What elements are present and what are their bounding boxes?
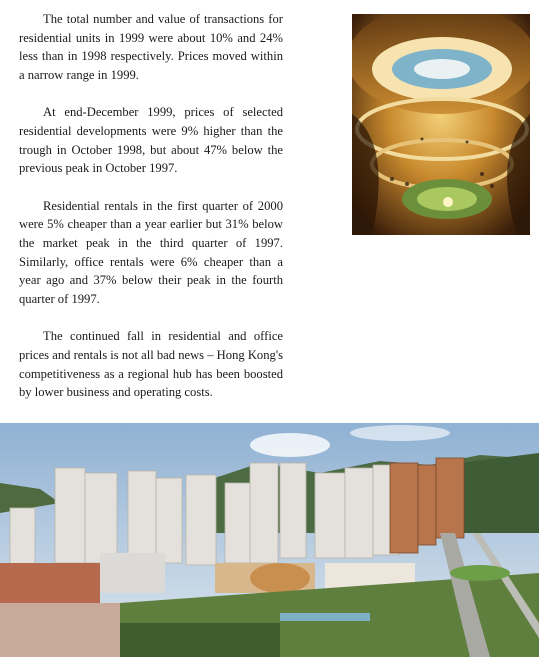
cityscape-photo <box>0 423 539 657</box>
article-text <box>19 10 283 421</box>
mall-atrium-photo <box>352 14 530 235</box>
paragraph-outlook: The continued fall in residential and office prices and rentals is not all bad news – Hong Kong's competitiveness as a regional hub has been boosted by lower business and operating costs. <box>19 329 283 400</box>
paragraph-rentals: Residential rentals in the first quarter of 2000 were 5% cheaper than a year earlier but 31% below the market peak in the third quarter of 1997. Similarly, office rentals were 6% cheaper than a year ago and 37% below their peak in the fourth quarter of 1997. <box>19 198 283 306</box>
paragraph-prices: At end-December 1999, prices of selected residential developments were 9% higher than the trough in October 1998, but about 47% below the previous peak in October 1997. <box>19 105 283 176</box>
paragraph-transactions: The total number and value of transactions for residential units in 1999 were about 10% and 24% less than in 1998 respectively. Prices moved within a narrow range in 1999. <box>19 12 283 82</box>
